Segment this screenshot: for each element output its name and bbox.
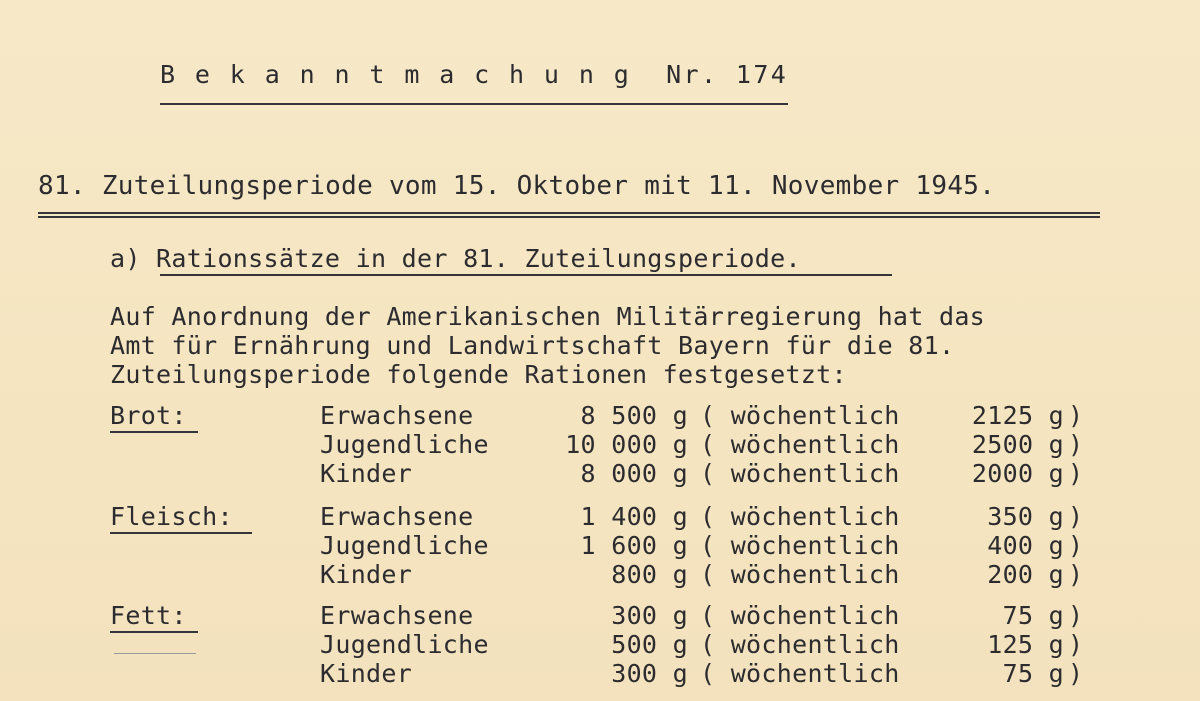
weekly-prefix: ( wöchentlich (700, 401, 900, 430)
weekly-close: ) (1068, 502, 1084, 531)
weekly-value: 75 g (1002, 601, 1064, 630)
weekly-value: 75 g (1002, 659, 1064, 688)
group-label: Erwachsene (320, 601, 474, 630)
category-label: Brot: (110, 401, 187, 430)
group-label: Jugendliche (320, 531, 489, 560)
ration-amount: 500 g (611, 630, 688, 659)
period-double-rule-bottom (38, 216, 1100, 218)
category-underline (110, 431, 198, 433)
period-heading: 81. Zuteilungsperiode vom 15. Oktober mit 11. November 1945. (38, 171, 996, 201)
weekly-close: ) (1068, 459, 1084, 488)
faded-underline-mark (114, 653, 196, 654)
intro-line-2: Amt für Ernährung und Landwirtschaft Bayern für die 81. (110, 331, 955, 360)
ration-amount: 300 g (611, 601, 688, 630)
ration-amount: 10 000 g (565, 430, 688, 459)
ration-amount: 8 000 g (580, 459, 688, 488)
group-label: Jugendliche (320, 630, 489, 659)
weekly-value: 400 g (987, 531, 1064, 560)
section-a-heading: a) Rationssätze in der 81. Zuteilungsperiode. (110, 244, 801, 273)
category-label: Fett: (110, 601, 187, 630)
weekly-prefix: ( wöchentlich (700, 459, 900, 488)
weekly-close: ) (1068, 401, 1084, 430)
category-underline (110, 532, 252, 534)
intro-line-1: Auf Anordnung der Amerikanischen Militärregierung hat das (110, 302, 986, 331)
group-label: Kinder (320, 659, 413, 688)
weekly-value: 200 g (987, 560, 1064, 589)
weekly-close: ) (1068, 630, 1084, 659)
weekly-close: ) (1068, 531, 1084, 560)
weekly-prefix: ( wöchentlich (700, 560, 900, 589)
document-title: B e k a n n t m a c h u n g Nr. 174 (160, 60, 789, 89)
group-label: Kinder (320, 560, 413, 589)
group-label: Erwachsene (320, 401, 474, 430)
weekly-prefix: ( wöchentlich (700, 531, 900, 560)
weekly-prefix: ( wöchentlich (700, 502, 900, 531)
section-a-underline (160, 274, 892, 276)
intro-line-3: Zuteilungsperiode folgende Rationen festgesetzt: (110, 360, 847, 389)
weekly-prefix: ( wöchentlich (700, 630, 900, 659)
weekly-value: 2500 g (971, 430, 1064, 459)
group-label: Jugendliche (320, 430, 489, 459)
period-double-rule-top (38, 212, 1100, 214)
group-label: Erwachsene (320, 502, 474, 531)
ration-amount: 8 500 g (580, 401, 688, 430)
ration-amount: 1 600 g (580, 531, 688, 560)
category-label: Fleisch: (110, 502, 233, 531)
title-underline (160, 103, 788, 105)
weekly-prefix: ( wöchentlich (700, 659, 900, 688)
weekly-close: ) (1068, 601, 1084, 630)
ration-amount: 800 g (611, 560, 688, 589)
weekly-value: 2125 g (971, 401, 1064, 430)
group-label: Kinder (320, 459, 413, 488)
weekly-value: 125 g (987, 630, 1064, 659)
weekly-prefix: ( wöchentlich (700, 601, 900, 630)
weekly-value: 2000 g (971, 459, 1064, 488)
ration-amount: 1 400 g (580, 502, 688, 531)
weekly-close: ) (1068, 430, 1084, 459)
weekly-close: ) (1068, 560, 1084, 589)
weekly-value: 350 g (987, 502, 1064, 531)
weekly-close: ) (1068, 659, 1084, 688)
ration-amount: 300 g (611, 659, 688, 688)
weekly-prefix: ( wöchentlich (700, 430, 900, 459)
category-underline (110, 631, 198, 633)
